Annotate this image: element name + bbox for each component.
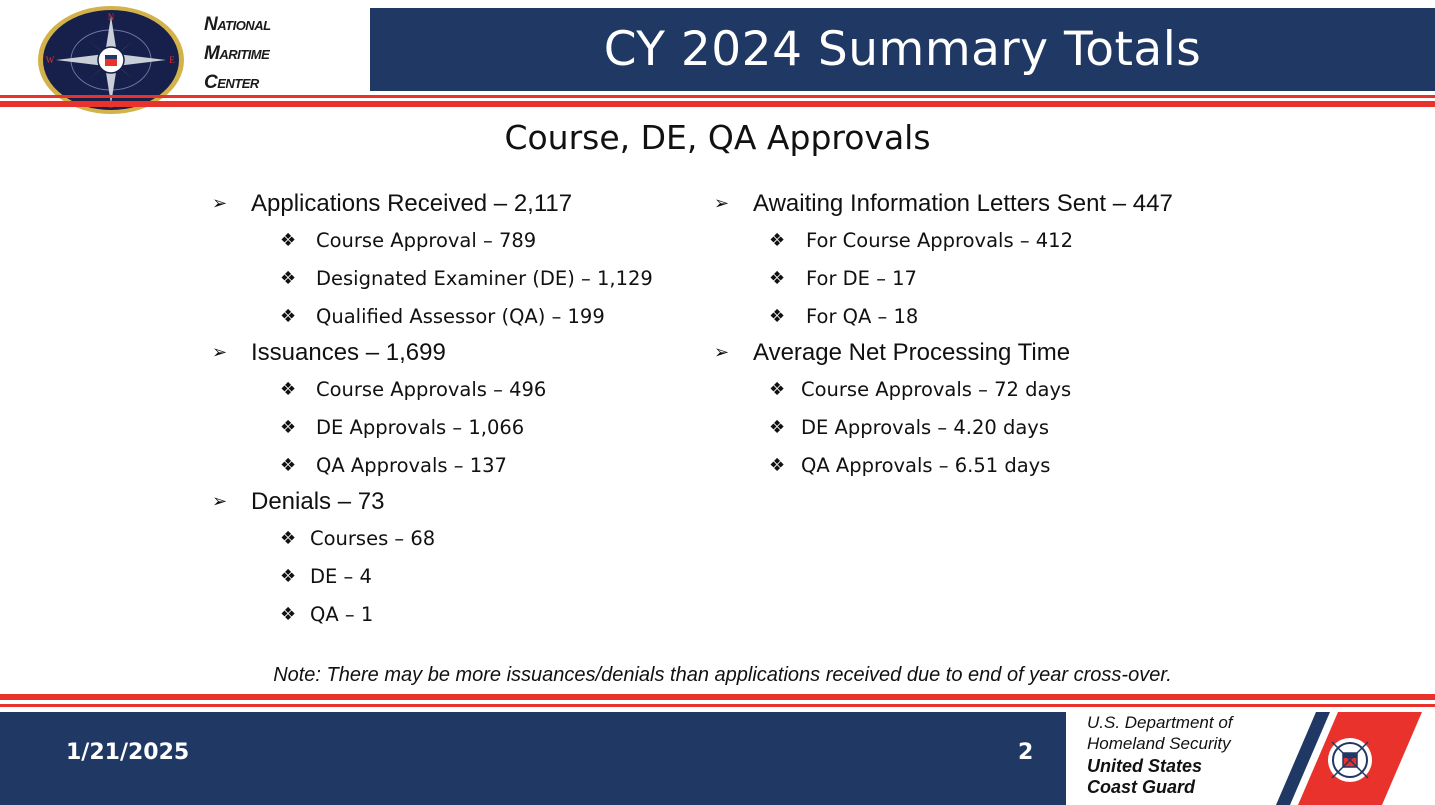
sub-bullet — [212, 408, 653, 446]
sub-bullet-label: Qualified Assessor (QA) – 199 — [316, 304, 605, 328]
sub-bullet-label: DE – 4 — [310, 564, 372, 588]
bullet-issuances — [212, 335, 653, 370]
sub-bullet-label: Course Approvals – 496 — [316, 377, 547, 401]
sub-bullet-label: DE Approvals – 4.20 days — [801, 415, 1050, 439]
sub-bullet — [212, 259, 653, 297]
dept-line-1: U.S. Department of — [1087, 713, 1233, 732]
sub-bullet-label: Course Approval – 789 — [316, 228, 537, 252]
bullet-applications-received — [212, 186, 653, 221]
sub-bullet — [212, 446, 653, 484]
sub-bullet-label: QA Approvals – 137 — [316, 453, 507, 477]
sub-bullet — [212, 595, 653, 633]
compass-w: W — [45, 55, 55, 65]
sub-bullet — [212, 519, 653, 557]
arrow-bullet-icon: ➢ — [714, 342, 730, 362]
sub-bullet — [212, 297, 653, 335]
diamond-bullet-icon: ❖ — [769, 305, 786, 327]
sub-bullet — [212, 221, 653, 259]
title-bar — [370, 8, 1435, 91]
diamond-bullet-icon: ❖ — [280, 305, 297, 327]
diamond-bullet-icon: ❖ — [280, 527, 297, 549]
diamond-bullet-icon: ❖ — [769, 267, 786, 289]
sub-bullet-label: For Course Approvals – 412 — [806, 228, 1073, 252]
sub-bullet-label: QA – 1 — [310, 602, 374, 626]
sub-bullet — [714, 259, 1173, 297]
diamond-bullet-icon: ❖ — [769, 416, 786, 438]
compass-e: E — [169, 55, 175, 65]
sub-bullet — [714, 408, 1173, 446]
diamond-bullet-icon: ❖ — [280, 378, 297, 400]
left-column — [212, 186, 653, 633]
top-divider-thin — [0, 95, 1435, 98]
org-line-1: National — [204, 14, 271, 35]
diamond-bullet-icon: ❖ — [769, 378, 786, 400]
bullet-label: Denials – 73 — [251, 487, 385, 515]
bullet-label: Awaiting Information Letters Sent – 447 — [753, 189, 1173, 217]
org-line-3: Center — [204, 72, 259, 93]
bullet-denials — [212, 484, 653, 519]
dept-line-2: Homeland Security — [1087, 734, 1231, 753]
coast-guard-racing-stripe-logo — [1268, 712, 1435, 805]
diamond-bullet-icon: ❖ — [280, 565, 297, 587]
bullet-average-net-processing-time — [714, 335, 1173, 370]
arrow-bullet-icon: ➢ — [212, 193, 228, 213]
diamond-bullet-icon: ❖ — [280, 267, 297, 289]
bullet-label: Average Net Processing Time — [753, 338, 1071, 366]
agency-line-1: United States — [1087, 756, 1203, 776]
national-maritime-center-logo — [36, 4, 186, 116]
diamond-bullet-icon: ❖ — [280, 454, 297, 476]
sub-bullet-label: DE Approvals – 1,066 — [316, 415, 525, 439]
compass-n: N — [107, 12, 115, 22]
sub-bullet — [714, 297, 1173, 335]
sub-bullet-label: For DE – 17 — [806, 266, 917, 290]
sub-bullet-label: Designated Examiner (DE) – 1,129 — [316, 266, 653, 290]
arrow-bullet-icon: ➢ — [714, 193, 730, 213]
bullet-awaiting-information-letters — [714, 186, 1173, 221]
diamond-bullet-icon: ❖ — [280, 603, 297, 625]
org-name — [204, 10, 271, 97]
bullet-label: Issuances – 1,699 — [251, 338, 446, 366]
right-column — [714, 186, 1173, 484]
bottom-divider-thick — [0, 694, 1435, 700]
sub-bullet — [714, 370, 1173, 408]
diamond-bullet-icon: ❖ — [280, 229, 297, 251]
dhs-uscg-wordmark — [1087, 712, 1233, 798]
diamond-bullet-icon: ❖ — [769, 454, 786, 476]
bottom-divider-thin — [0, 704, 1435, 707]
sub-bullet — [212, 370, 653, 408]
sub-bullet — [714, 446, 1173, 484]
diamond-bullet-icon: ❖ — [280, 416, 297, 438]
footnote: Note: There may be more issuances/denials than applications received due to end of year cross-over. — [273, 664, 1172, 686]
sub-bullet — [714, 221, 1173, 259]
footer-date: 1/21/2025 — [66, 740, 190, 765]
org-line-2: Maritime — [204, 43, 270, 64]
top-divider-thick — [0, 101, 1435, 107]
arrow-bullet-icon: ➢ — [212, 342, 228, 362]
sub-bullet-label: Courses – 68 — [310, 526, 436, 550]
sub-bullet-label: For QA – 18 — [806, 304, 919, 328]
bullet-label: Applications Received – 2,117 — [251, 189, 573, 217]
arrow-bullet-icon: ➢ — [212, 491, 228, 511]
sub-bullet-label: Course Approvals – 72 days — [801, 377, 1072, 401]
sub-bullet — [212, 557, 653, 595]
page-number: 2 — [1018, 740, 1034, 765]
agency-line-2: Coast Guard — [1087, 777, 1196, 797]
slide-subtitle: Course, DE, QA Approvals — [504, 118, 931, 157]
slide-title: CY 2024 Summary Totals — [603, 22, 1202, 77]
diamond-bullet-icon: ❖ — [769, 229, 786, 251]
sub-bullet-label: QA Approvals – 6.51 days — [801, 453, 1051, 477]
